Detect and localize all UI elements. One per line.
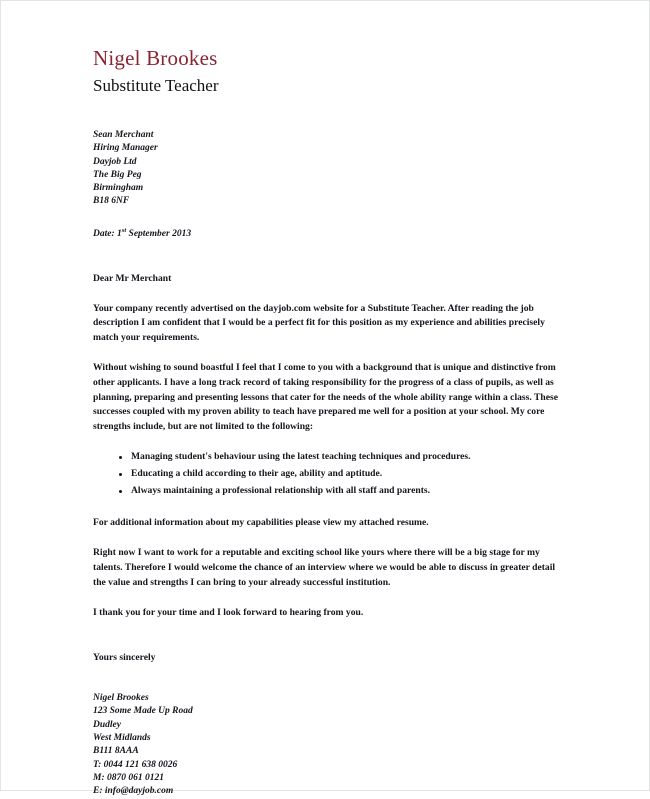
recipient-line: The Big Peg [93, 169, 142, 180]
signature-line: B111 8AAA [93, 746, 139, 757]
applicant-name-heading: Nigel Brookes [93, 46, 218, 70]
letter-date [93, 228, 570, 241]
signature-line: Nigel Brookes [93, 693, 149, 704]
signature-line: 123 Some Made Up Road [93, 706, 193, 717]
applicant-job-title: Substitute Teacher [93, 76, 219, 95]
date-label: Date: [93, 228, 115, 239]
body-paragraph: Without wishing to sound boastful I feel that I come to you with a background that is unique and distinctive from other applicants. I have a long track record of taking responsibility for the progress of a class of pupils, as well as planning, preparing and presenting lessons that cater for the needs of the whole ability range within a class. These successes coupled with my proven ability to teach have prepared me well for a position at your school. My core strengths include, but are not limited to the following: [93, 362, 558, 432]
body-paragraph: For additional information about my capabilities please view my attached resume. [93, 516, 429, 528]
list-item: Always maintaining a professional relationship with all staff and parents. [93, 483, 570, 500]
letter-content [93, 45, 570, 799]
date-ordinal-suffix: st [121, 226, 127, 234]
strengths-list [93, 449, 570, 499]
date-month-year: September 2013 [128, 228, 192, 239]
list-item: Educating a child according to their age, ability and aptitude. [93, 466, 570, 483]
date-day: 1 [117, 228, 122, 239]
recipient-line: Hiring Manager [93, 143, 158, 154]
signature-line: M: 0870 061 0121 [93, 772, 164, 783]
signature-line: T: 0044 121 638 0026 [93, 759, 178, 770]
signature-line: Dudley [93, 719, 121, 730]
salutation: Dear Mr Merchant [93, 273, 172, 285]
signature-line: E: info@dayjob.com [93, 786, 174, 797]
signature-line: West Midlands [93, 733, 151, 744]
closing-salutation: Yours sincerely [93, 651, 156, 663]
recipient-line: Dayjob Ltd [93, 156, 137, 167]
body-paragraph: Right now I want to work for a reputable and exciting school like yours where there will be a big stage for my talents. Therefore I would welcome the chance of an interview where we would be able to discuss in greater detail the value and strengths I can bring to your already successful institution. [93, 547, 556, 588]
body-paragraph: Your company recently advertised on the dayjob.com website for a Substitute Teacher. After reading the job description I am confident that I would be a perfect fit for this position as my experience and abilities precisely match your requirements. [93, 302, 545, 343]
recipient-line: Sean Merchant [93, 130, 154, 140]
recipient-line: Birmingham [93, 183, 144, 194]
recipient-line: B18 6NF [93, 196, 130, 207]
recipient-address-block [93, 129, 570, 209]
sender-signature-block [93, 692, 570, 798]
list-item: Managing student's behaviour using the latest teaching techniques and procedures. [93, 449, 570, 466]
body-paragraph: I thank you for your time and I look forward to hearing from you. [93, 607, 364, 619]
